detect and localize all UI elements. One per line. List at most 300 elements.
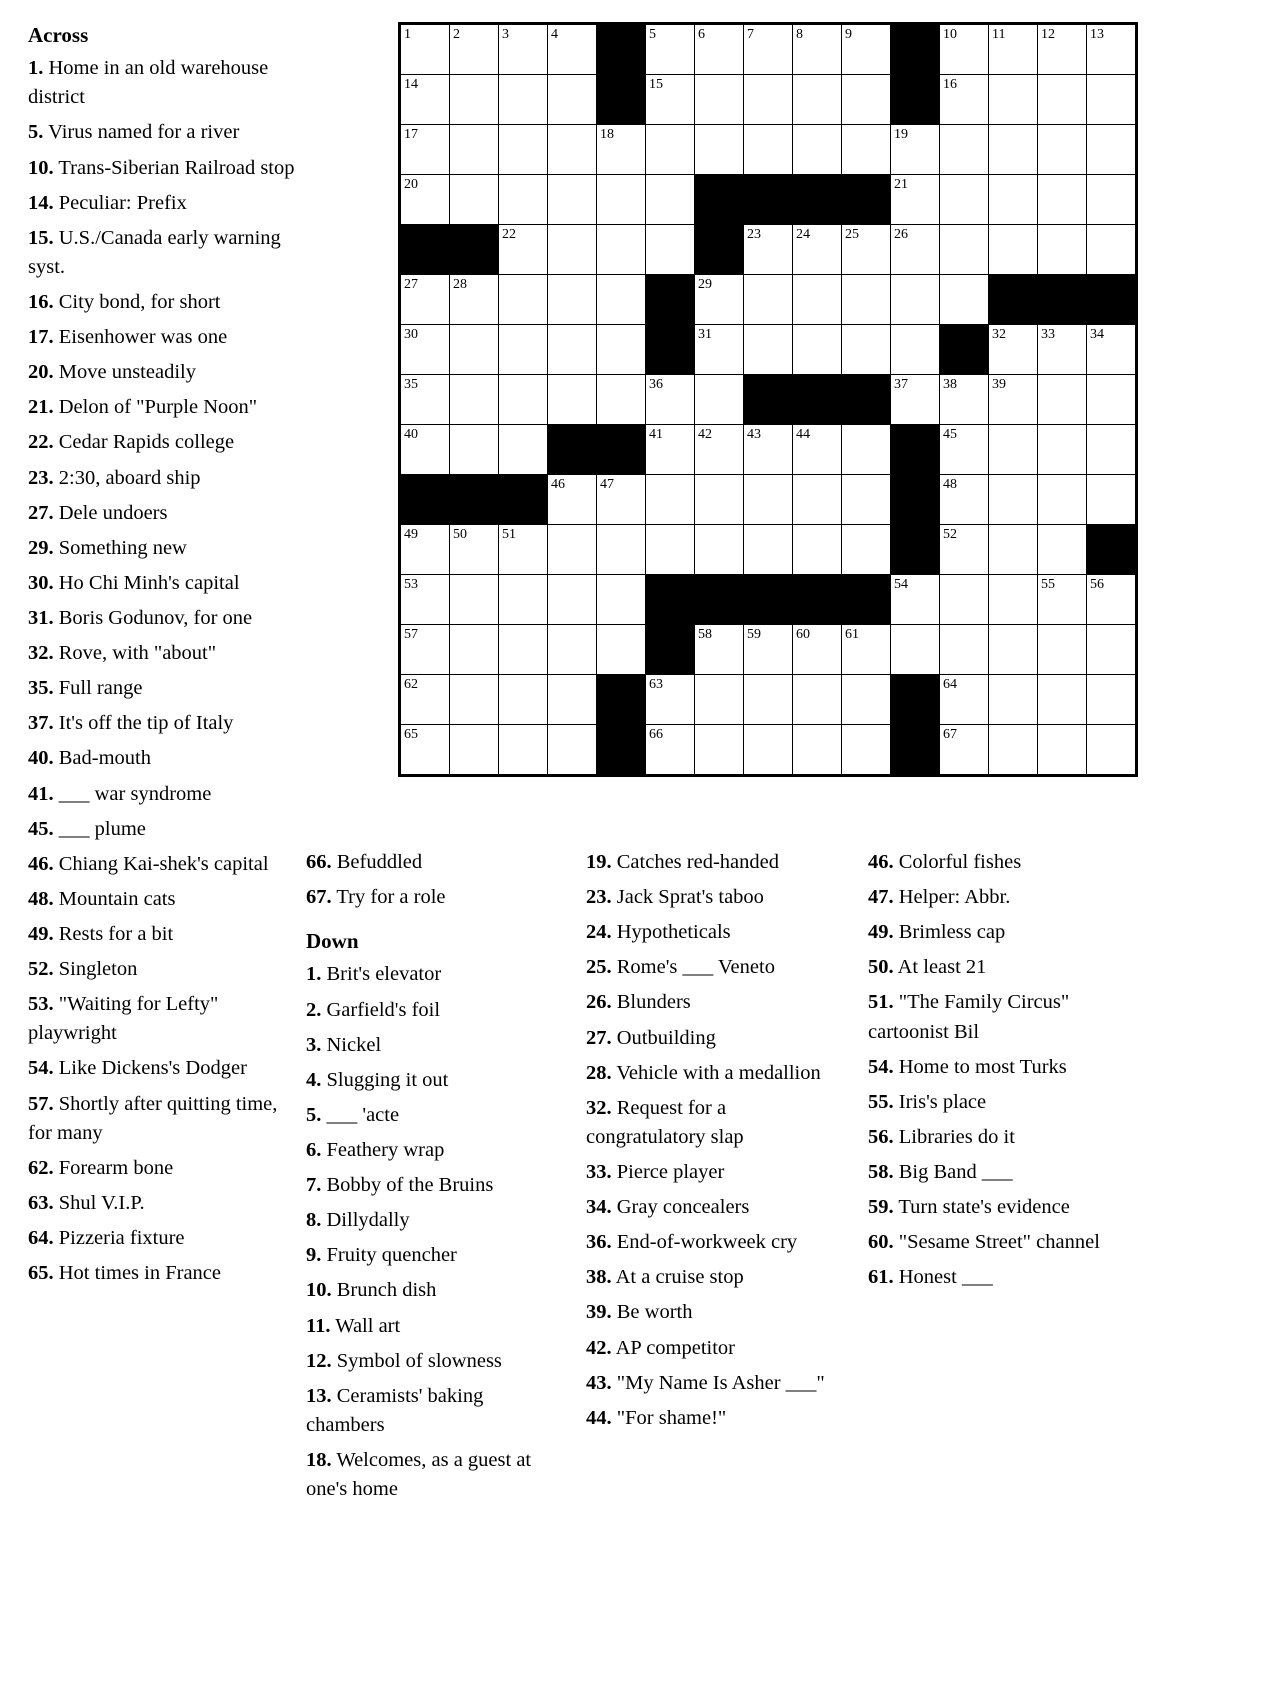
clue-item (28, 323, 296, 352)
grid-cell[interactable] (499, 75, 548, 125)
clue-number: 18. (306, 1449, 332, 1471)
grid-cell[interactable] (450, 725, 499, 776)
grid-cell[interactable] (1038, 325, 1087, 375)
across-clue-list (28, 54, 296, 1288)
grid-cell[interactable] (891, 575, 940, 625)
grid-cell[interactable] (695, 275, 744, 325)
grid-row (400, 75, 1137, 125)
grid-cell[interactable] (940, 375, 989, 425)
clue-text: Try for a role (331, 886, 446, 909)
grid-cell[interactable] (1087, 225, 1137, 275)
grid-cell[interactable] (1038, 425, 1087, 475)
grid-cell[interactable] (1087, 375, 1137, 425)
clue-item (586, 1369, 848, 1398)
grid-block-cell (989, 275, 1038, 325)
grid-cell[interactable] (744, 425, 793, 475)
grid-cell[interactable] (1038, 675, 1087, 725)
grid-cell[interactable] (989, 225, 1038, 275)
clue-number: 35. (28, 677, 54, 700)
grid-cell[interactable] (1087, 24, 1137, 75)
clue-number: 15. (28, 226, 54, 249)
clue-number: 53. (28, 993, 54, 1016)
grid-cell[interactable] (842, 275, 891, 325)
grid-cell[interactable] (499, 125, 548, 175)
grid-cell[interactable] (1087, 575, 1137, 625)
grid-cell[interactable] (499, 525, 548, 575)
grid-cell[interactable] (989, 125, 1038, 175)
grid-block-cell (646, 275, 695, 325)
down-clue-list-third (868, 848, 1130, 1292)
grid-cell[interactable] (989, 175, 1038, 225)
clue-item (28, 885, 296, 914)
grid-cell[interactable] (744, 625, 793, 675)
grid-cell[interactable] (891, 175, 940, 225)
grid-cell[interactable] (499, 225, 548, 275)
clue-text: Bad-mouth (53, 747, 151, 770)
grid-cell[interactable] (548, 225, 597, 275)
grid-cell-number: 5 (649, 27, 656, 42)
grid-cell[interactable] (400, 725, 450, 776)
grid-cell[interactable] (793, 125, 842, 175)
clue-number: 5. (306, 1103, 322, 1126)
grid-cell[interactable] (499, 24, 548, 75)
grid-cell[interactable] (548, 375, 597, 425)
grid-cell[interactable] (744, 125, 793, 175)
grid-cell[interactable] (695, 675, 744, 725)
grid-cell[interactable] (1087, 175, 1137, 225)
grid-cell[interactable] (646, 75, 695, 125)
clue-item (586, 988, 848, 1017)
grid-cell-number: 39 (992, 377, 1006, 392)
grid-cell[interactable] (548, 525, 597, 575)
grid-block-cell (891, 525, 940, 575)
grid-cell[interactable] (842, 125, 891, 175)
across-continued-and-down-column (306, 848, 564, 1510)
clue-number: 49. (28, 922, 54, 945)
clue-number: 4. (306, 1068, 322, 1091)
clue-text: Like Dickens's Dodger (53, 1057, 247, 1080)
clue-item (28, 955, 296, 984)
grid-cell[interactable] (744, 525, 793, 575)
clue-item (586, 953, 848, 982)
grid-cell[interactable] (1087, 125, 1137, 175)
grid-cell[interactable] (940, 125, 989, 175)
clue-number: 54. (28, 1057, 54, 1080)
grid-cell[interactable] (450, 375, 499, 425)
clue-text: Hypotheticals (611, 921, 731, 944)
grid-cell[interactable] (842, 725, 891, 776)
grid-cell[interactable] (842, 75, 891, 125)
grid-cell[interactable] (548, 24, 597, 75)
grid-cell[interactable] (793, 725, 842, 776)
grid-cell[interactable] (940, 425, 989, 475)
grid-cell[interactable] (695, 325, 744, 375)
grid-cell[interactable] (597, 325, 646, 375)
clue-number: 25. (586, 956, 612, 979)
grid-cell[interactable] (744, 24, 793, 75)
grid-cell[interactable] (548, 175, 597, 225)
grid-cell[interactable] (646, 425, 695, 475)
grid-cell[interactable] (695, 625, 744, 675)
clue-text: "My Name Is Asher ___" (611, 1371, 825, 1394)
grid-cell[interactable] (548, 125, 597, 175)
grid-cell[interactable] (989, 725, 1038, 776)
grid-cell[interactable] (891, 125, 940, 175)
grid-cell[interactable] (400, 675, 450, 725)
grid-cell-number: 47 (600, 477, 614, 492)
grid-cell[interactable] (548, 725, 597, 776)
grid-cell-number: 60 (796, 627, 810, 642)
grid-cell[interactable] (1038, 175, 1087, 225)
grid-cell[interactable] (695, 725, 744, 776)
grid-cell[interactable] (793, 24, 842, 75)
grid-cell[interactable] (450, 575, 499, 625)
grid-cell[interactable] (940, 75, 989, 125)
grid-cell[interactable] (842, 625, 891, 675)
grid-cell[interactable] (695, 525, 744, 575)
grid-cell[interactable] (499, 575, 548, 625)
crossword-grid-table[interactable] (398, 22, 1138, 777)
grid-cell[interactable] (744, 225, 793, 275)
grid-block-cell (1087, 275, 1137, 325)
clue-number: 64. (28, 1226, 54, 1249)
grid-cell[interactable] (744, 725, 793, 776)
grid-cell[interactable] (940, 275, 989, 325)
grid-cell[interactable] (450, 75, 499, 125)
grid-cell[interactable] (450, 525, 499, 575)
clue-number: 27. (28, 501, 54, 524)
grid-cell[interactable] (940, 525, 989, 575)
grid-cell[interactable] (793, 425, 842, 475)
grid-cell[interactable] (400, 125, 450, 175)
clue-text: Something new (53, 536, 187, 559)
grid-cell[interactable] (597, 375, 646, 425)
clue-text: Peculiar: Prefix (53, 191, 187, 214)
clue-text: Symbol of slowness (331, 1349, 502, 1372)
grid-cell-number: 11 (992, 27, 1006, 42)
grid-cell[interactable] (1087, 725, 1137, 776)
grid-cell[interactable] (597, 275, 646, 325)
grid-cell[interactable] (646, 375, 695, 425)
grid-block-cell (646, 575, 695, 625)
grid-cell[interactable] (450, 325, 499, 375)
grid-cell[interactable] (940, 725, 989, 776)
grid-cell-number: 1 (404, 27, 411, 42)
grid-cell[interactable] (989, 475, 1038, 525)
grid-cell[interactable] (989, 325, 1038, 375)
grid-cell[interactable] (450, 24, 499, 75)
grid-cell[interactable] (989, 675, 1038, 725)
clue-number: 58. (868, 1160, 894, 1183)
grid-cell[interactable] (400, 75, 450, 125)
clue-item (586, 1158, 848, 1187)
grid-cell[interactable] (499, 275, 548, 325)
grid-block-cell (597, 675, 646, 725)
clue-number: 44. (586, 1406, 612, 1429)
grid-cell[interactable] (499, 725, 548, 776)
grid-cell[interactable] (842, 24, 891, 75)
grid-cell-number: 35 (404, 377, 418, 392)
grid-block-cell (597, 24, 646, 75)
grid-cell[interactable] (940, 475, 989, 525)
clue-item (306, 996, 564, 1025)
grid-cell[interactable] (793, 475, 842, 525)
clue-number: 6. (306, 1139, 322, 1162)
grid-cell[interactable] (1038, 24, 1087, 75)
grid-cell[interactable] (499, 425, 548, 475)
grid-cell-number: 50 (453, 527, 467, 542)
grid-cell[interactable] (695, 375, 744, 425)
grid-block-cell (499, 475, 548, 525)
clue-number: 46. (28, 852, 54, 875)
grid-cell[interactable] (695, 425, 744, 475)
grid-block-cell (744, 575, 793, 625)
grid-cell-number: 17 (404, 127, 418, 142)
grid-cell[interactable] (695, 125, 744, 175)
grid-cell[interactable] (744, 475, 793, 525)
grid-cell[interactable] (450, 125, 499, 175)
grid-cell[interactable] (1038, 575, 1087, 625)
down-clue-list-first (306, 960, 564, 1504)
clue-item (28, 534, 296, 563)
grid-cell[interactable] (400, 175, 450, 225)
grid-cell[interactable] (842, 225, 891, 275)
grid-cell[interactable] (597, 475, 646, 525)
grid-cell-number: 20 (404, 177, 418, 192)
grid-cell[interactable] (940, 175, 989, 225)
crossword-grid[interactable] (398, 22, 1138, 777)
grid-cell[interactable] (1038, 225, 1087, 275)
grid-cell[interactable] (1038, 725, 1087, 776)
clue-text: Dele undoers (53, 501, 168, 524)
clue-number: 34. (586, 1196, 612, 1219)
grid-cell[interactable] (940, 625, 989, 675)
grid-block-cell (646, 325, 695, 375)
grid-cell[interactable] (400, 375, 450, 425)
grid-cell[interactable] (1087, 425, 1137, 475)
grid-cell[interactable] (499, 175, 548, 225)
grid-cell[interactable] (744, 75, 793, 125)
clue-item (28, 1054, 296, 1083)
grid-cell[interactable] (548, 475, 597, 525)
clue-text: ___ 'acte (321, 1103, 400, 1126)
clue-number: 24. (586, 921, 612, 944)
clue-text: Virus named for a river (43, 121, 240, 144)
clue-text: U.S./Canada early warning syst. (28, 226, 281, 278)
clue-item (306, 1347, 564, 1376)
clue-text: City bond, for short (53, 291, 221, 314)
grid-cell[interactable] (940, 675, 989, 725)
grid-row (400, 275, 1137, 325)
grid-cell[interactable] (400, 24, 450, 75)
grid-cell[interactable] (891, 375, 940, 425)
grid-cell[interactable] (793, 675, 842, 725)
grid-cell[interactable] (695, 24, 744, 75)
clue-item (306, 1241, 564, 1270)
grid-cell[interactable] (1087, 475, 1137, 525)
grid-cell[interactable] (597, 225, 646, 275)
grid-cell[interactable] (597, 625, 646, 675)
clue-text: It's off the tip of Italy (53, 712, 234, 735)
grid-cell[interactable] (989, 24, 1038, 75)
grid-cell[interactable] (891, 225, 940, 275)
clue-number: 47. (868, 886, 894, 909)
grid-cell[interactable] (744, 675, 793, 725)
grid-cell[interactable] (842, 525, 891, 575)
grid-cell[interactable] (646, 675, 695, 725)
grid-cell[interactable] (597, 175, 646, 225)
grid-cell[interactable] (793, 625, 842, 675)
clue-text: Trans-Siberian Railroad stop (53, 156, 295, 179)
grid-block-cell (450, 225, 499, 275)
down-heading: Down (306, 929, 359, 954)
clue-number: 51. (868, 991, 894, 1014)
grid-cell[interactable] (548, 75, 597, 125)
grid-cell[interactable] (842, 325, 891, 375)
clue-number: 48. (28, 887, 54, 910)
clue-item (28, 54, 296, 112)
clue-number: 39. (586, 1301, 612, 1324)
grid-cell[interactable] (744, 325, 793, 375)
grid-cell[interactable] (793, 325, 842, 375)
grid-cell[interactable] (646, 225, 695, 275)
grid-cell[interactable] (450, 425, 499, 475)
grid-cell-number: 38 (943, 377, 957, 392)
grid-cell[interactable] (548, 675, 597, 725)
clue-number: 5. (28, 121, 44, 144)
grid-cell[interactable] (1038, 375, 1087, 425)
grid-cell[interactable] (989, 375, 1038, 425)
grid-cell[interactable] (989, 625, 1038, 675)
grid-cell[interactable] (646, 125, 695, 175)
grid-cell[interactable] (400, 425, 450, 475)
grid-cell[interactable] (548, 275, 597, 325)
across-heading: Across (28, 23, 89, 47)
grid-cell[interactable] (793, 275, 842, 325)
grid-cell-number: 55 (1041, 577, 1055, 592)
grid-cell[interactable] (400, 625, 450, 675)
grid-cell[interactable] (548, 575, 597, 625)
clue-text: Brit's elevator (321, 963, 442, 986)
grid-cell[interactable] (1038, 475, 1087, 525)
clue-number: 3. (306, 1033, 322, 1056)
grid-cell[interactable] (499, 375, 548, 425)
grid-cell[interactable] (940, 24, 989, 75)
grid-cell[interactable] (597, 125, 646, 175)
grid-cell[interactable] (400, 275, 450, 325)
grid-cell[interactable] (400, 525, 450, 575)
grid-cell[interactable] (891, 625, 940, 675)
grid-cell[interactable] (1038, 75, 1087, 125)
clue-text: Gray concealers (611, 1196, 750, 1219)
grid-cell[interactable] (548, 625, 597, 675)
grid-cell[interactable] (1087, 75, 1137, 125)
grid-cell[interactable] (695, 75, 744, 125)
grid-cell[interactable] (450, 175, 499, 225)
grid-cell[interactable] (940, 575, 989, 625)
grid-block-cell (842, 175, 891, 225)
grid-cell[interactable] (646, 475, 695, 525)
grid-cell[interactable] (793, 75, 842, 125)
grid-row (400, 475, 1137, 525)
grid-cell[interactable] (695, 475, 744, 525)
grid-cell[interactable] (989, 425, 1038, 475)
grid-cell[interactable] (1087, 675, 1137, 725)
clue-number: 21. (28, 396, 54, 419)
clue-item (28, 224, 296, 282)
grid-cell[interactable] (548, 325, 597, 375)
grid-cell[interactable] (597, 575, 646, 625)
clue-item (28, 744, 296, 773)
grid-cell[interactable] (842, 425, 891, 475)
clue-number: 49. (868, 921, 894, 944)
grid-cell[interactable] (1038, 525, 1087, 575)
clue-text: Colorful fishes (893, 851, 1022, 873)
clue-number: 43. (586, 1371, 612, 1394)
grid-block-cell (744, 175, 793, 225)
clue-text: Catches red-handed (611, 851, 779, 873)
grid-cell[interactable] (744, 275, 793, 325)
grid-cell[interactable] (646, 525, 695, 575)
grid-cell[interactable] (989, 525, 1038, 575)
clue-text: Eisenhower was one (53, 326, 228, 349)
grid-cell[interactable] (891, 275, 940, 325)
clue-number: 36. (586, 1231, 612, 1254)
clue-item (306, 960, 564, 989)
grid-cell[interactable] (989, 75, 1038, 125)
clue-number: 11. (306, 1314, 331, 1337)
clue-number: 10. (28, 156, 54, 179)
clue-item (28, 1259, 296, 1288)
grid-cell[interactable] (450, 275, 499, 325)
grid-cell[interactable] (989, 575, 1038, 625)
grid-cell[interactable] (793, 225, 842, 275)
grid-cell[interactable] (793, 525, 842, 575)
grid-cell[interactable] (499, 675, 548, 725)
grid-cell[interactable] (1087, 325, 1137, 375)
clue-item (586, 1263, 848, 1292)
clue-item (28, 499, 296, 528)
clue-item (28, 674, 296, 703)
grid-cell[interactable] (646, 24, 695, 75)
clue-item (306, 1066, 564, 1095)
grid-block-cell (891, 24, 940, 75)
grid-cell[interactable] (646, 725, 695, 776)
clue-item (586, 848, 848, 877)
clue-item (28, 815, 296, 844)
clue-number: 29. (28, 536, 54, 559)
grid-cell[interactable] (842, 475, 891, 525)
grid-cell[interactable] (450, 625, 499, 675)
grid-cell[interactable] (597, 525, 646, 575)
grid-cell[interactable] (940, 225, 989, 275)
grid-cell[interactable] (400, 325, 450, 375)
grid-cell[interactable] (450, 675, 499, 725)
grid-cell[interactable] (1038, 125, 1087, 175)
clue-item (868, 1193, 1130, 1222)
grid-row (400, 125, 1137, 175)
grid-cell[interactable] (646, 175, 695, 225)
grid-cell[interactable] (1038, 625, 1087, 675)
grid-cell[interactable] (400, 575, 450, 625)
clue-number: 40. (28, 747, 54, 770)
grid-cell[interactable] (891, 325, 940, 375)
grid-cell[interactable] (499, 325, 548, 375)
grid-cell[interactable] (1087, 625, 1137, 675)
clue-item (306, 883, 564, 912)
grid-cell[interactable] (499, 625, 548, 675)
grid-cell[interactable] (842, 675, 891, 725)
